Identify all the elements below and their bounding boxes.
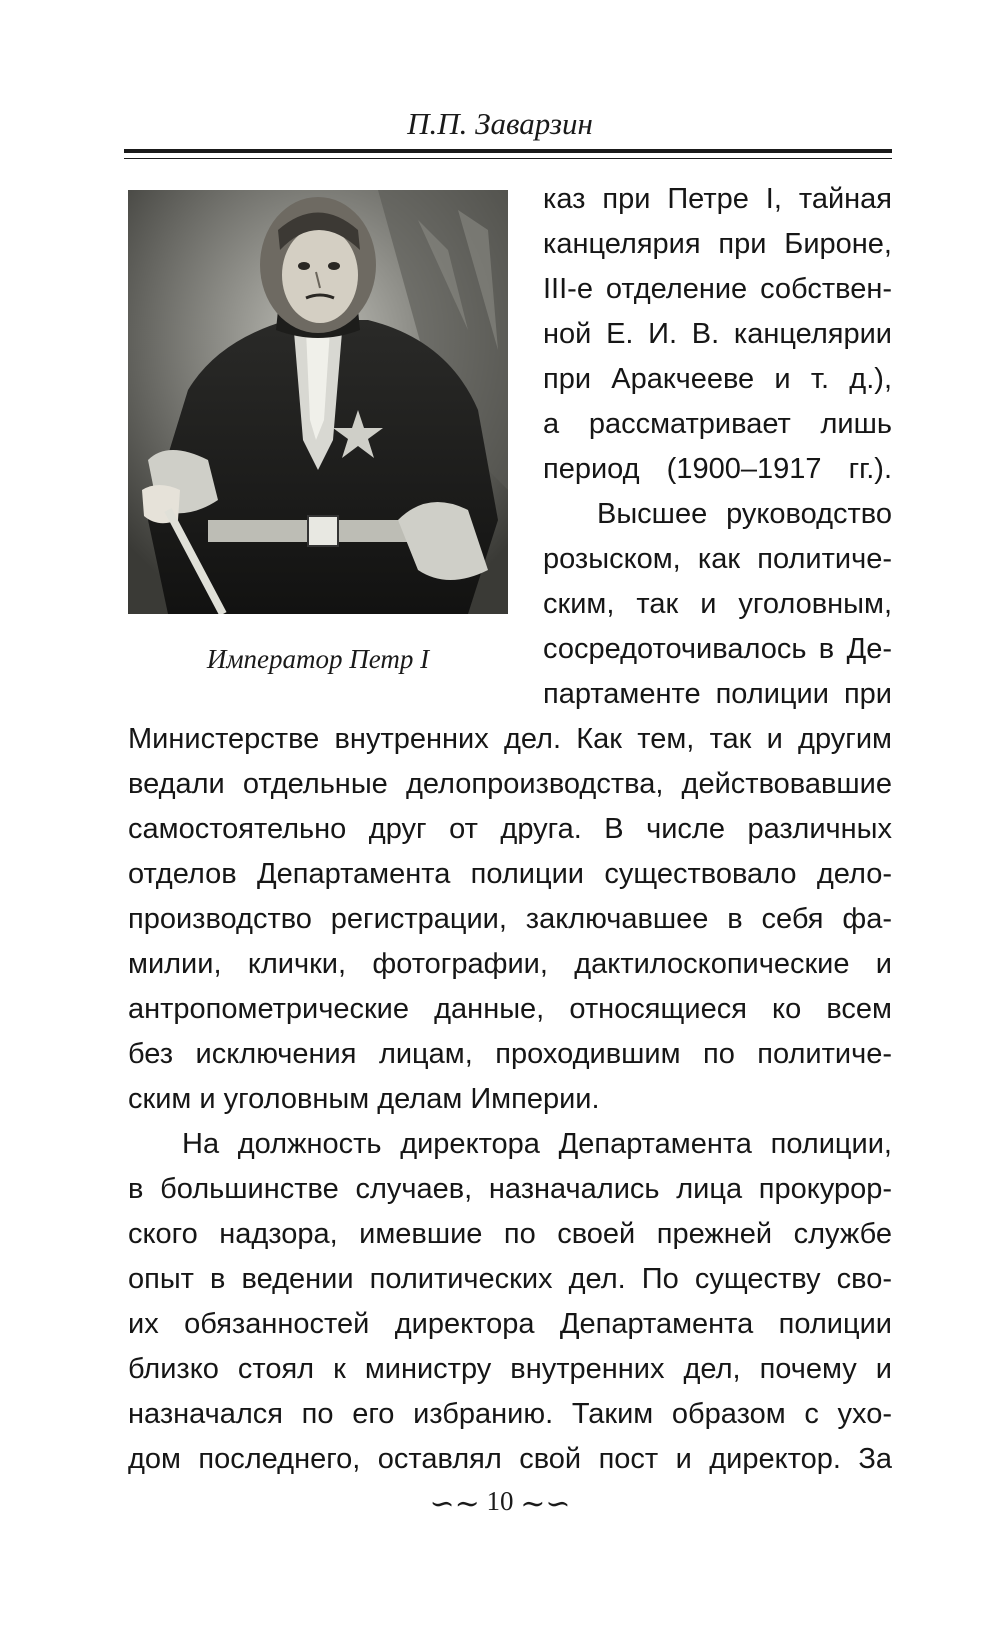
text-line: без исключения лицам, проходившим по политиче- xyxy=(128,1038,892,1070)
text-line: милии, клички, фотографии, дактилоскопические и xyxy=(128,948,892,980)
text-line: дом последнего, оставлял свой пост и директор. За xyxy=(128,1443,892,1475)
figure-caption: Император Петр I xyxy=(206,644,430,674)
text-line: антропометрические данные, относящиеся ко всем xyxy=(128,993,892,1025)
text-line: при Аракчееве и т. д.), xyxy=(543,363,892,395)
header-rule-thin xyxy=(124,158,892,159)
page-number: 10 xyxy=(486,1486,514,1516)
text-line: каз при Петре I, тайная xyxy=(543,183,892,215)
text-line: ной Е. И. В. канцелярии xyxy=(543,318,892,350)
text-line: ведали отдельные делопроизводства, действовавшие xyxy=(128,768,892,800)
text-line: близко стоял к министру внутренних дел, почему и xyxy=(128,1353,892,1385)
text-line: в большинстве случаев, назначались лица прокурор- xyxy=(128,1173,892,1205)
text-line: Высшее руководство xyxy=(597,498,892,530)
running-title: П.П. Заварзин xyxy=(407,106,593,141)
text-line: партаменте полиции при xyxy=(543,678,892,710)
text-line: ского надзора, имевшие по своей прежней службе xyxy=(128,1218,892,1250)
text-line: период (1900–1917 гг.). xyxy=(543,453,892,485)
text-line: ским и уголовным делам Империи. xyxy=(128,1083,600,1115)
text-line: опыт в ведении политических дел. По существу сво- xyxy=(128,1263,892,1295)
text-line: отделов Департамента полиции существовало дело- xyxy=(128,858,892,890)
text-line: а рассматривает лишь xyxy=(543,408,892,440)
left-ornament-icon: ∽∼ xyxy=(429,1487,480,1521)
text-line: сосредоточивалось в Де- xyxy=(543,633,892,665)
text-line: производство регистрации, заключавшее в себя фа- xyxy=(128,903,892,935)
text-line: самостоятельно друг от друга. В числе различных xyxy=(128,813,892,845)
text-line: Министерстве внутренних дел. Как тем, так и другим xyxy=(128,723,892,755)
page-footer xyxy=(0,1486,1000,1521)
text-line: их обязанностей директора Департамента полиции xyxy=(128,1308,892,1340)
text-line: розыском, как политиче- xyxy=(543,543,892,575)
text-line: ским, так и уголовным, xyxy=(543,588,892,620)
text-line: назначался по его избранию. Таким образом с ухо- xyxy=(128,1398,892,1430)
peter-portrait-image xyxy=(128,190,508,614)
text-line: III-е отделение собствен- xyxy=(543,273,892,305)
header-rule-thick xyxy=(124,149,892,153)
right-ornament-icon: ∼∽ xyxy=(520,1487,571,1521)
text-line: канцелярия при Бироне, xyxy=(543,228,892,260)
text-line: На должность директора Департамента полиции, xyxy=(182,1128,892,1160)
